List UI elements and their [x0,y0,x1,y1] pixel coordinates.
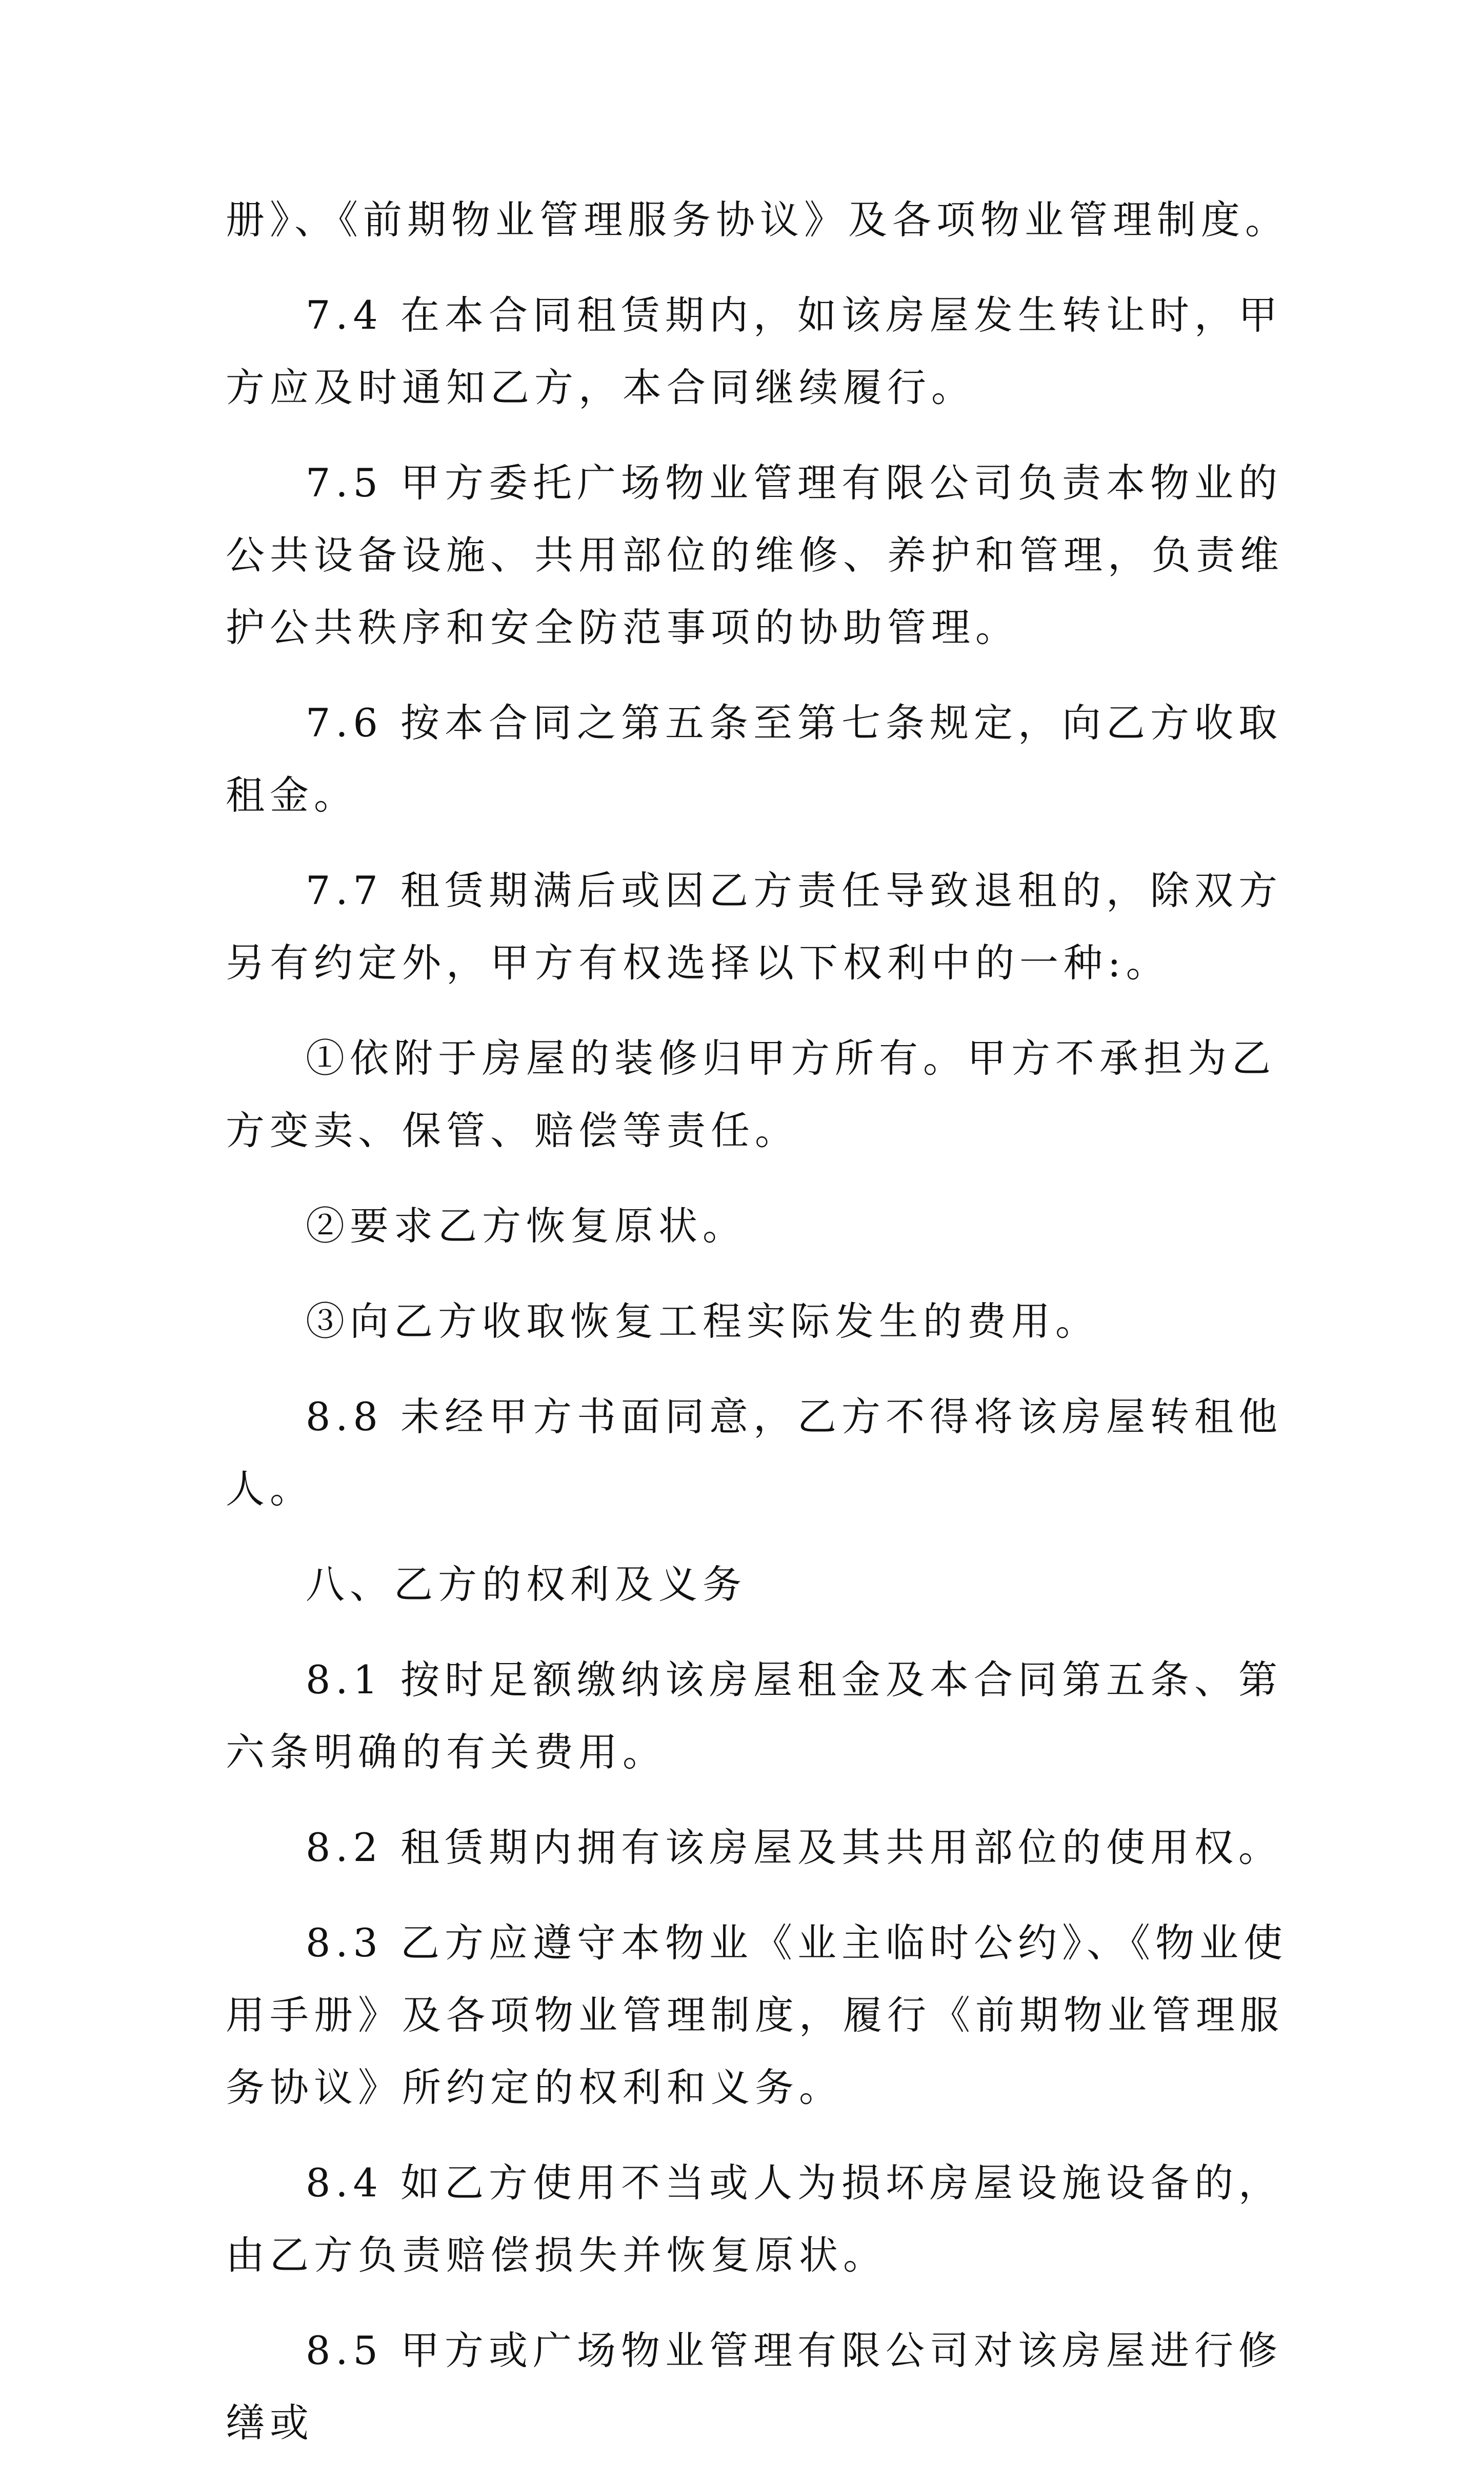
paragraph-7-5: 7.5 甲方委托广场物业管理有限公司负责本物业的公共设备设施、共用部位的维修、养护和管理，负责维护公共秩序和安全防范事项的协助管理。 [226,460,1284,650]
paragraph-7-7: 7.7 租赁期满后或因乙方责任导致退租的，除双方另有约定外，甲方有权选择以下权利中的一种:。 [226,868,1283,986]
contract-text [226,184,1302,2482]
paragraph-option-2: ②要求乙方恢复原状。 [306,1203,747,1249]
paragraph-7-6: 7.6 按本合同之第五条至第七条规定，向乙方收取租金。 [226,700,1283,818]
paragraph-7-4: 7.4 在本合同租赁期内，如该房屋发生转让时，甲方应及时通知乙方，本合同继续履行。 [226,292,1283,410]
paragraph-8-3: 8.3 乙方应遵守本物业《业主临时公约》、《物业使用手册》及各项物业管理制度，履行《前期物业管理服务协议》所约定的权利和义务。 [226,1920,1288,2110]
paragraph-8-8: 8.8 未经甲方书面同意，乙方不得将该房屋转租他人。 [226,1394,1283,1512]
paragraph-option-1: ①依附于房屋的装修归甲方所有。甲方不承担为乙方变卖、保管、赔偿等责任。 [226,1035,1276,1153]
section-heading-8: 八、乙方的权利及义务 [306,1562,747,1607]
paragraph-8-2: 8.2 租赁期内拥有该房屋及其共用部位的使用权。 [306,1825,1283,1870]
paragraph-option-3: ③向乙方收取恢复工程实际发生的费用。 [306,1298,1099,1344]
paragraph-8-4: 8.4 如乙方使用不当或人为损坏房屋设施设备的，由乙方负责赔偿损失并恢复原状。 [226,2160,1283,2278]
paragraph-8-5: 8.5 甲方或广场物业管理有限公司对该房屋进行修缮或 [226,2328,1283,2446]
paragraph-8-1: 8.1 按时足额缴纳该房屋租金及本合同第五条、第六条明确的有关费用。 [226,1657,1283,1775]
paragraph-continuation: 册》、《前期物业管理服务协议》及各项物业管理制度。 [226,197,1289,243]
